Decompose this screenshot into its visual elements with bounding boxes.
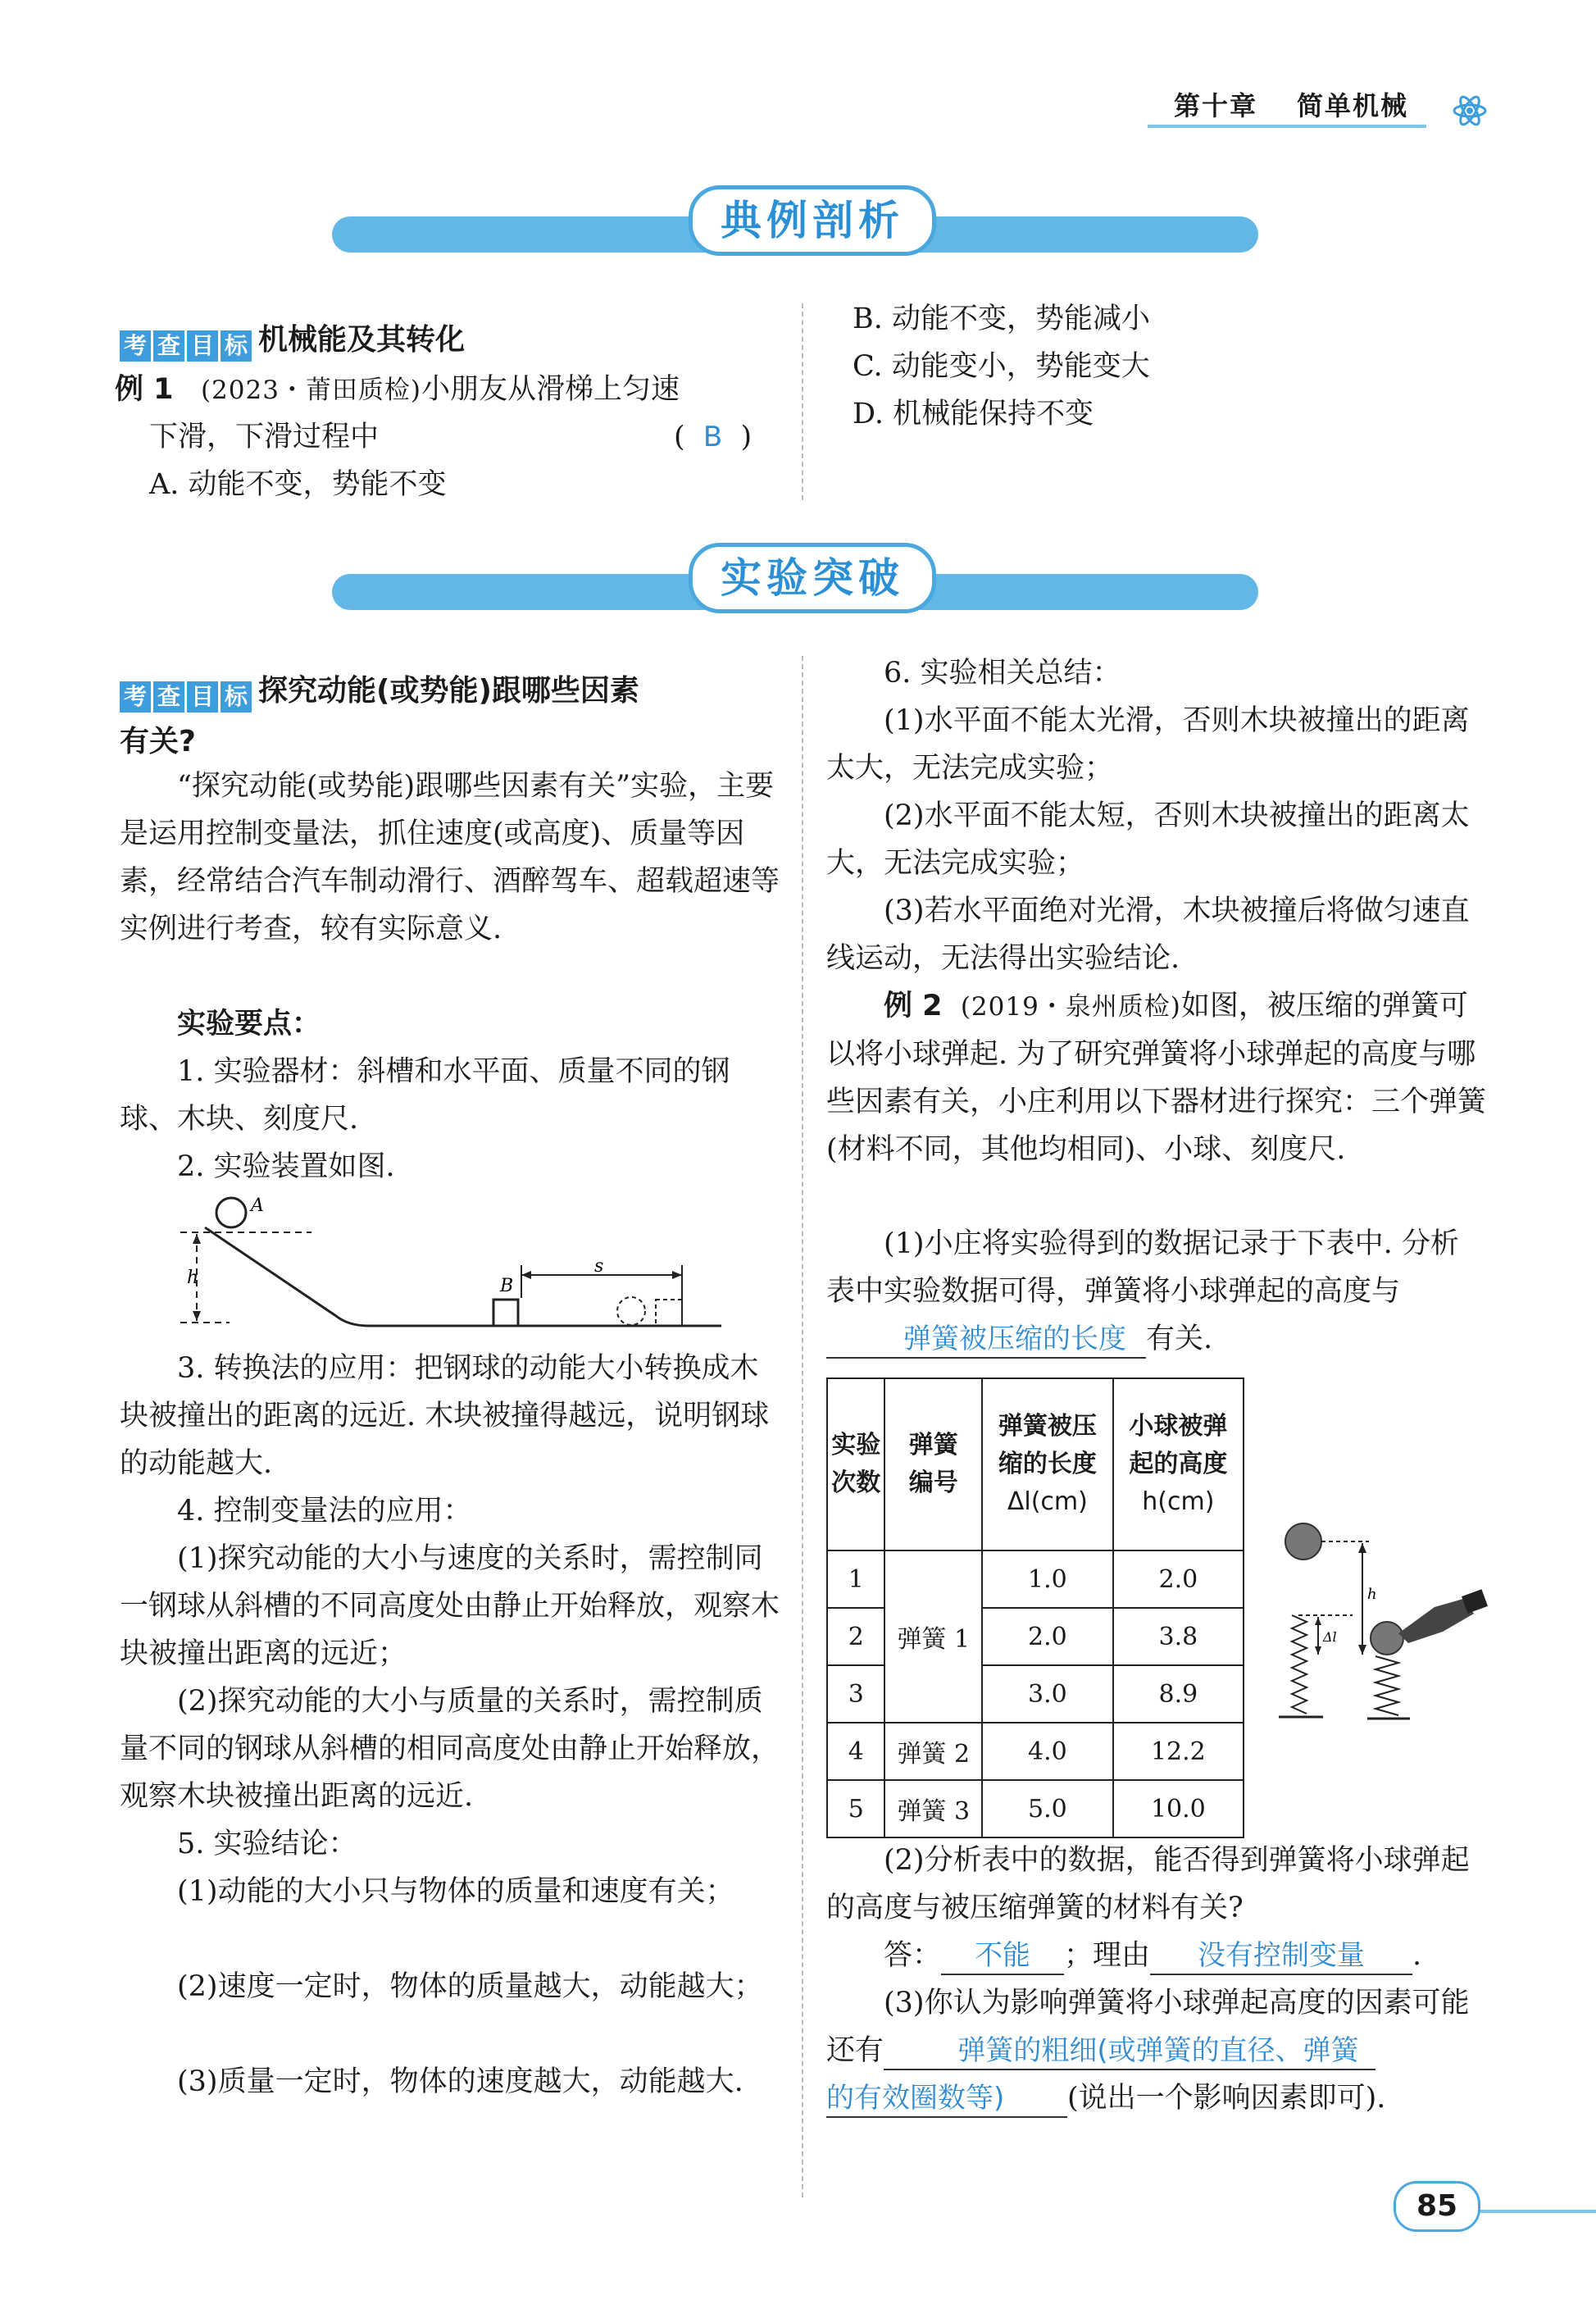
fig2-h-label: h	[1367, 1586, 1377, 1603]
label-a: A	[251, 1195, 264, 1216]
point-5: 5. 实验结论：	[177, 1828, 357, 1860]
banner-title-examples: 典例剖析	[689, 185, 936, 256]
point-4-2: (2)探究动能的大小与质量的关系时，需控制质量不同的钢球从斜槽的相同高度处由静止开始释放，观察木块被撞出距离的远近.	[120, 1685, 780, 1813]
question-2: (2)分析表中的数据，能否得到弹簧将小球弹起的高度与被压缩弹簧的材料有关?	[826, 1844, 1470, 1924]
question-3: (3)你认为影响弹簧将小球弹起高度的因素可能还有 弹簧的粗细(或弹簧的直径、弹簧	[826, 1979, 1487, 2074]
chapter-title: 简单机械	[1297, 90, 1409, 121]
page-number: 85	[1394, 2181, 1480, 2232]
table-row: 1 弹簧 1 1.0 2.0	[827, 1550, 1244, 1608]
q3-answer-b: 的有效圈数等)	[826, 2082, 1005, 2115]
point-2: 2. 实验装置如图.	[177, 1150, 395, 1183]
point-6-3: (3)若水平面绝对光滑，木块被撞后将做匀速直线运动，无法得出实验结论.	[826, 895, 1470, 975]
point-4: 4. 控制变量法的应用：	[177, 1495, 472, 1528]
table-row: 5 弹簧 3 5.0 10.0	[827, 1780, 1244, 1837]
steel-ball	[216, 1198, 246, 1227]
footer-rule	[1476, 2210, 1596, 2213]
question-2-answer: 答： 不能 ；理由 没有控制变量 .	[884, 1932, 1490, 1979]
spring-data-table: 实验 次数 弹簧 编号 弹簧被压 缩的长度 Δl(cm) 小球被弹 起的高度 h(cm) 1 弹簧 1 1.0 2.0 2 2.0 3.8 3 3.0 8.9 4 弹簧 2 4.0 12.2 5 弹簧 3 5.0 10.0	[826, 1377, 1244, 1838]
table-row: 3 3.0 8.9	[827, 1665, 1244, 1723]
header-rule	[1148, 125, 1426, 128]
banner-title-experiment: 实验突破	[689, 543, 936, 613]
table-row: 2 2.0 3.8	[827, 1608, 1244, 1665]
wood-block	[493, 1300, 518, 1326]
spring-ball-figure	[1271, 1509, 1500, 1746]
q2-answer: 不能	[975, 1939, 1031, 1972]
point-4-1: (1)探究动能的大小与速度的关系时，需控制同一钢球从斜槽的不同高度处由静止开始释放，观察木块被撞出距离的远近；	[120, 1542, 780, 1670]
point-6: 6. 实验相关总结：	[884, 657, 1121, 690]
q1-answer: 弹簧被压缩的长度	[903, 1323, 1126, 1355]
table-row: 4 弹簧 2 4.0 12.2	[827, 1723, 1244, 1780]
chapter-label: 第十章	[1174, 90, 1258, 121]
q2-reason: 没有控制变量	[1198, 1939, 1366, 1972]
point-1: 1. 实验器材：斜槽和水平面、质量不同的钢球、木块、刻度尺.	[120, 1055, 730, 1136]
question-3-cont: 的有效圈数等) (说出一个影响因素即可).	[826, 2074, 1487, 2122]
point-5-2: (2)速度一定时，物体的质量越大，动能越大；	[177, 1970, 763, 2003]
option-c: C. 动能变小，势能变大	[853, 350, 1150, 383]
points-title: 实验要点：	[177, 1008, 321, 1040]
target-tag: 考 查 目 标	[120, 330, 252, 362]
option-a: A. 动能不变，势能不变	[149, 468, 447, 501]
column-divider-2	[802, 656, 803, 2197]
example1-answer: B	[703, 421, 723, 453]
atom-icon	[1451, 92, 1489, 130]
height-label: h	[187, 1268, 199, 1288]
q3-answer-a: 弹簧的粗细(或弹簧的直径、弹簧	[957, 2034, 1359, 2067]
section1-heading: 考 查 目 标 机械能及其转化	[120, 316, 465, 362]
fig2-dl-label: Δl	[1323, 1629, 1337, 1645]
point-6-1: (1)水平面不能太光滑，否则木块被撞出的距离太大，无法完成实验；	[826, 704, 1470, 785]
incline-apparatus-figure	[164, 1193, 738, 1341]
section2-heading: 考 查 目 标 探究动能(或势能)跟哪些因素	[120, 667, 639, 713]
example2-stem: 例 2 (2019・泉州质检)如图，被压缩的弹簧可以将小球弹起. 为了研究弹簧将小球弹起的高度与哪些因素有关，小庄利用以下器材进行探究：三个弹簧(材料不同，其他均相同)、小球、刻度尺.	[826, 990, 1487, 1166]
example1-stem-2: 下滑，下滑过程中 ( B )	[149, 421, 753, 453]
point-3: 3. 转换法的应用：把钢球的动能大小转换成木块被撞出的距离的远近. 木块被撞得越远，说明钢球的动能越大.	[120, 1352, 770, 1480]
question-1: (1)小庄将实验得到的数据记录于下表中. 分析表中实验数据可得，弹簧将小球弹起的高度与弹簧被压缩的长度 有关.	[826, 1220, 1487, 1363]
column-divider-1	[802, 303, 803, 500]
option-d: D. 机械能保持不变	[853, 398, 1094, 430]
target-tag-2: 考 查 目 标	[120, 681, 252, 713]
label-b: B	[500, 1276, 514, 1296]
point-6-2: (2)水平面不能太短，否则木块被撞出的距离太大，无法完成实验；	[826, 799, 1470, 880]
intro-paragraph: “探究动能(或势能)跟哪些因素有关”实验，主要是运用控制变量法，抓住速度(或高度)、质量等因素，经常结合汽车制动滑行、酒醉驾车、超载超速等实例进行考查，较有实际意义.	[120, 770, 780, 945]
point-5-1: (1)动能的大小只与物体的质量和速度有关；	[177, 1875, 734, 1908]
example1-stem: 例 1 (2023・莆田质检)小朋友从滑梯上匀速	[115, 373, 680, 406]
option-b: B. 动能不变，势能减小	[853, 303, 1150, 335]
point-5-3: (3)质量一定时，物体的速度越大，动能越大.	[177, 2065, 743, 2098]
section2-heading-2: 有关?	[120, 725, 196, 758]
distance-label: s	[594, 1256, 604, 1277]
